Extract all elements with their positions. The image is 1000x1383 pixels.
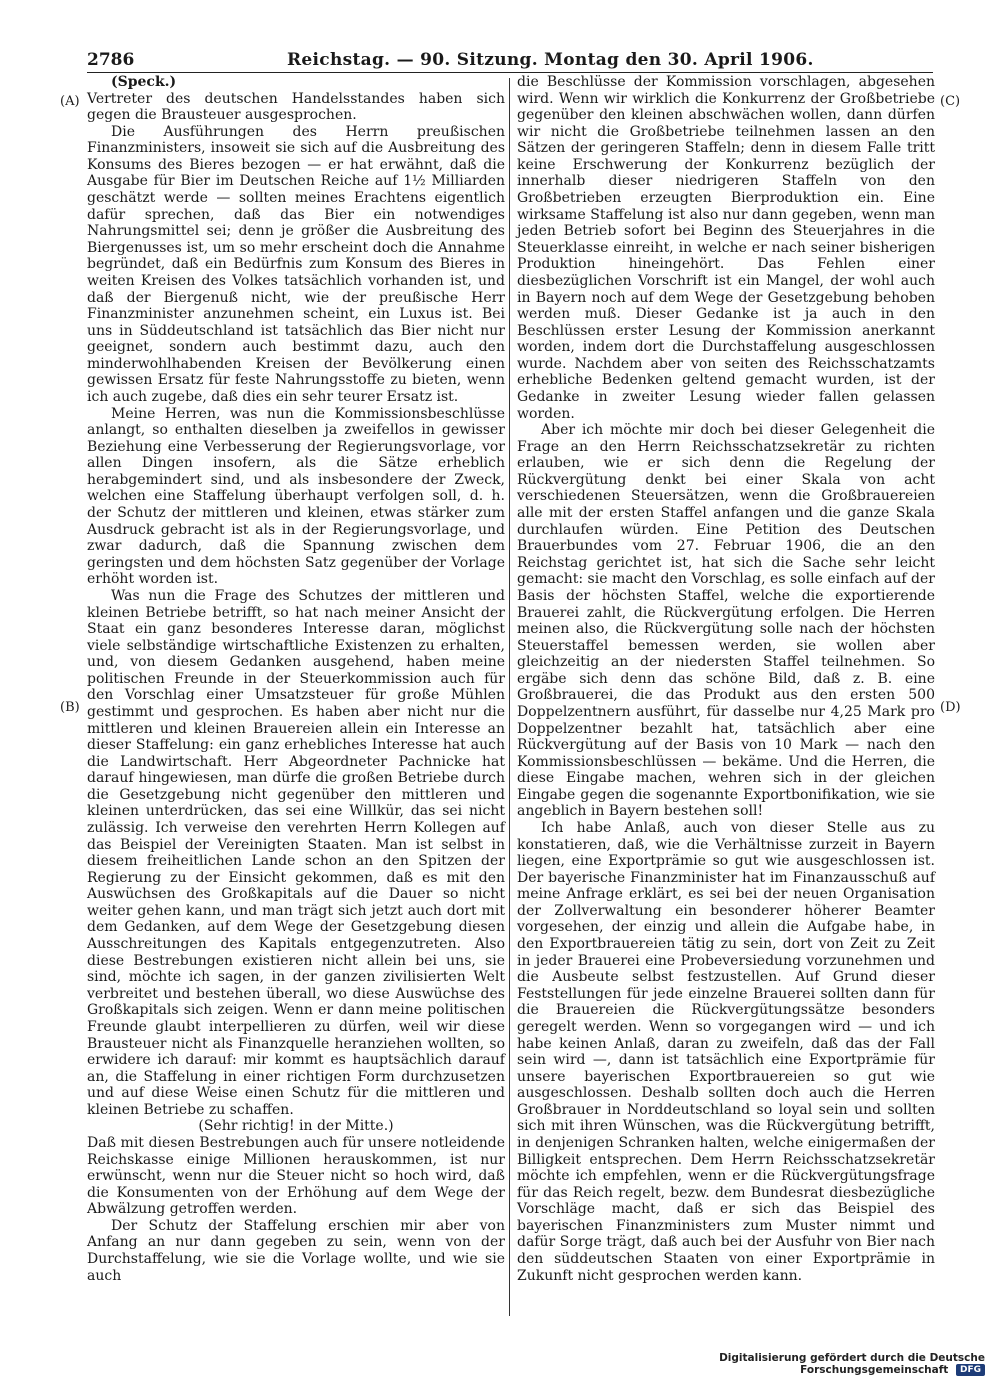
speaker-name: (Speck.) [111,74,177,90]
interjection: (Sehr richtig! in der Mitte.) [198,1118,394,1135]
paragraph: Aber ich möchte mir doch bei dieser Gelegenheit die Frage an den Herrn Reichsschatzsekretär zu richten erlauben, wie er sich denn die Regelung der Rückvergütung denkt bei einer Skala von acht verschiedenen Steuersätzen, wenn die Großbrauereien alle mit der ersten Staffel anfangen und die ganze Skala durchlaufen würden. Eine Petition des Deutschen Brauerbundes vom 27. Februar 1906, die an den Reichstag gerichtet ist, hat sich die Sache sehr leicht gemacht: sie macht den Vorschlag, es solle einfach auf der Basis der höchsten Staffel, welche die exportierende Brauerei zahlt, die Rückvergütung erfolgen. Die Herren meinen also, die Rückvergütung solle nach der höchsten Steuerstaffel bemessen werden, sie wollen aber gleichzeitig an der niedersten Staffel teilnehmen. So ergäbe sich denn das schöne Bild, daß z. B. eine Großbrauerei, die das Produkt aus den ersten 500 Doppelzentnern ausführt, für dasselbe nur 4,25 Mark pro Doppelzentner bezahlt hat, tatsächlich aber eine Rückvergütung auf der Basis von 10 Mark — nach den Kommissionsbeschlüssen — bekäme. Und die Herren, die diese Eingabe machen, wehren sich in der gleichen Eingabe gegen die sogenannte Exportbonifikation, wie sie angeblich in Bayern bestehen soll! [517,422,935,820]
paragraph: Meine Herren, was nun die Kommissionsbeschlüsse anlangt, so enthalten dieselben ja zweifellos in gewisser Beziehung eine Verbesserung der Regierungsvorlage, vor allen Dingen insofern, als die Sätze erheblich herabgemindert sind, und als insbesondere der Zweck, welchen eine Staffelung überhaupt verfolgen soll, d. h. der Schutz der mittleren und kleinen, etwas stärker zum Ausdruck gebracht ist als in der Regierungsvorlage, und zwar dadurch, daß die Spannung zwischen dem geringsten und dem höchsten Satz gegenüber der Vorlage erhöht worden ist. [87,405,505,588]
paragraph: Der Schutz der Staffelung erschien mir aber von Anfang an nur dann gegeben zu sein, wenn von der Durchstaffelung, wie sie die Vorlage wollte, und wie sie auch [87,1217,505,1284]
paragraph: die Beschlüsse der Kommission vorschlagen, abgesehen wird. Wenn wir wirklich die Konkurrenz der Großbetriebe gegenüber den kleinen abschwächen wollen, dann dürfen wir nicht die Großbetriebe teilnehmen lassen an den Sätzen der geringeren Staffeln; denn in diesem Falle tritt keine Erschwerung der Konkurrenz bezüglich der innerhalb dieser niedrigeren Staffeln von den Großbetrieben erzeugten Bierproduktion ein. Eine wirksame Staffelung ist also nur dann gegeben, wenn man jeden Betrieb sofort bei Beginn des Steuerjahres in die Steuerklasse einreiht, in welche er nach seiner bisherigen Produktion hineingehört. Das Fehlen einer diesbezüglichen Vorschrift ist ein Mangel, der wohl auch in Bayern noch auf dem Wege der Gesetzgebung behoben werden muß. Dieser Gedanke ist ja auch in den Beschlüssen erster Lesung der Kommission anerkannt worden, indem dort die Durchstaffelung ausgeschlossen wurde. Nachdem aber von seiten des Reichsschatzamts erhebliche Bedenken geltend gemacht wurden, ist der Gedanke in zweiter Lesung wieder fallen gelassen worden. [517,74,935,422]
dfg-logo: DFG [956,1364,985,1376]
left-column [87,74,505,1284]
margin-marker-a: (A) [60,94,80,109]
page-header [87,46,933,74]
page-number: 2786 [87,50,135,70]
margin-marker-d: (D) [940,700,961,715]
margin-marker-b: (B) [60,700,80,715]
paragraph: Vertreter des deutschen Handelsstandes haben sich gegen die Brausteuer ausgesprochen. [87,90,505,124]
paragraph: Ich habe Anlaß, auch von dieser Stelle aus zu konstatieren, daß, wie die Verhältnisse zurzeit in Bayern liegen, eine Exportprämie so gut wie ausgeschlossen ist. Der bayerische Finanzminister hat im Finanzausschuß auf meine Anfrage erklärt, es sei bei der neuen Organisation der Zollverwaltung ein besonderer höherer Beamter vorgesehen, der einzig und allein die Aufgabe habe, in den Exportbrauereien tätig zu sein, dort von Zeit zu Zeit in jeder Brauerei eine Probeversiedung vorzunehmen und die Ausbeute selbst festzustellen. Auf Grund dieser Feststellungen für jede einzelne Brauerei sollten dann für die Brauereien die Rückvergütungssätze besonders geregelt werden. Wenn so vorgegangen wird — und ich habe keinen Anlaß, daran zu zweifeln, daß das der Fall sein wird —, dann ist tatsächlich eine Exportprämie für unsere bayerischen Exportbrauereien so gut wie ausgeschlossen. Deshalb sollten doch auch die Herren Großbrauer in Norddeutschland so loyal sein und sollten sich mit ihren Wünschen, was die Rückvergütung betrifft, in denjenigen Schranken halten, welche einigermaßen der Billigkeit entsprechen. Dem Herrn Reichsschatzsekretär möchte ich empfehlen, wenn er die Rückvergütungsfrage für das Reich regelt, bezw. dem Bundesrat diesbezügliche Vorschläge macht, daß er sich das Beispiel des bayerischen Finanzministers zum Muster nimmt und dafür Sorge trägt, daß auch bei der Ausfuhr von Bier nach den süddeutschen Staaten von einer Exportprämie in Zukunft nicht gesprochen werden kann. [517,820,935,1284]
paragraph: Daß mit diesen Bestrebungen auch für unsere notleidende Reichskasse einige Millionen herauskommen, ist nur erwünscht, wenn nur die Steuer nicht so hoch wird, daß die Konsumenten von der Erhöhung auf dem Wege der Abwälzung getroffen werden. [87,1135,505,1218]
paragraph: Die Ausführungen des Herrn preußischen Finanzministers, insoweit sie sich auf die Ausbreitung des Konsums des Bieres bezogen — er hat erwähnt, daß die Ausgabe für Bier im Deutschen Reiche auf 1½ Milliarden geschätzt werde — sollten meines Erachtens eigentlich dafür sprechen, daß das Bier ein notwendiges Nahrungsmittel sei; denn je größer die Ausbreitung des Biergenusses ist, um so mehr erscheint doch die Annahme begründet, daß ein Bedürfnis zum Konsum des Bieres in weiten Kreisen des Volkes tatsächlich vorhanden ist, und daß der Biergenuß nicht, wie der preußische Herr Finanzminister anzunehmen scheint, ein Luxus ist. Bei uns in Süddeutschland ist tatsächlich das Bier nicht nur geeignet, sondern auch bestimmt dazu, auch den minderwohlhabenden Kreisen der Bevölkerung einen gewissen Ersatz für feste Nahrungsstoffe zu bieten, wenn ich auch zugebe, daß dies ein sehr teurer Ersatz ist. [87,123,505,405]
column-divider [509,78,510,1316]
right-column [517,74,935,1284]
running-title: Reichstag. — 90. Sitzung. Montag den 30. April 1906. [287,50,814,70]
margin-marker-c: (C) [940,94,961,109]
footer-credit: Digitalisierung gefördert durch die Deutsche Forschungsgemeinschaft [719,1352,985,1376]
header-rule [87,72,933,73]
paragraph: Was nun die Frage des Schutzes der mittleren und kleinen Betriebe betrifft, so hat nach meiner Ansicht der Staat ein ganz besonderes Interesse daran, möglichst viele selbständige wirtschaftliche Existenzen zu erhalten, und, von diesem Gedanken ausgehend, haben meine politischen Freunde in der Steuerkommission auch für den Vorschlag einer Umsatzsteuer für große Mühlen gestimmt und gesprochen. Es haben aber nicht nur die mittleren und kleinen Brauereien allein ein Interesse an dieser Staffelung: ein ganz erhebliches Interesse hat auch die Landwirtschaft. Herr Abgeordneter Pachnicke hat darauf hingewiesen, man dürfe die großen Betriebe durch die Gesetzgebung nicht gegenüber den mittleren und kleinen unterdrücken, das sei eine Willkür, das sei nicht zulässig. Ich verweise den verehrten Herrn Kollegen auf das Beispiel der Vereinigten Staaten. Man ist selbst in diesem freiheitlichen Lande schon an den Spitzen der Regierung zu der Einsicht gekommen, daß es mit den Auswüchsen des Großkapitals auf die Dauer so nicht weiter gehen kann, und man trägt sich jetzt auch dort mit dem Gedanken, auf dem Wege der Gesetzgebung diesen Ausschreitungen des Kapitals entgegenzutreten. Also diese Bestrebungen existieren nicht allein bei uns, sie sind, möchte ich sagen, in der ganzen zivilisierten Welt verbreitet und bestehen überall, wo diese Auswüchse des Großkapitals sich zeigen. Wenn er dann meine politischen Freunde glaubt interpellieren zu dürfen, weil wir diese Brausteuer nicht als Finanzquelle heranziehen wollten, so erwidere ich darauf: mir kommt es hauptsächlich darauf an, die Staffelung in einer richtigen Form durchzusetzen und auf diese Weise einen Schutz für die mittleren und kleinen Betriebe zu schaffen. [87,587,505,1118]
digitization-footer [605,1352,985,1376]
